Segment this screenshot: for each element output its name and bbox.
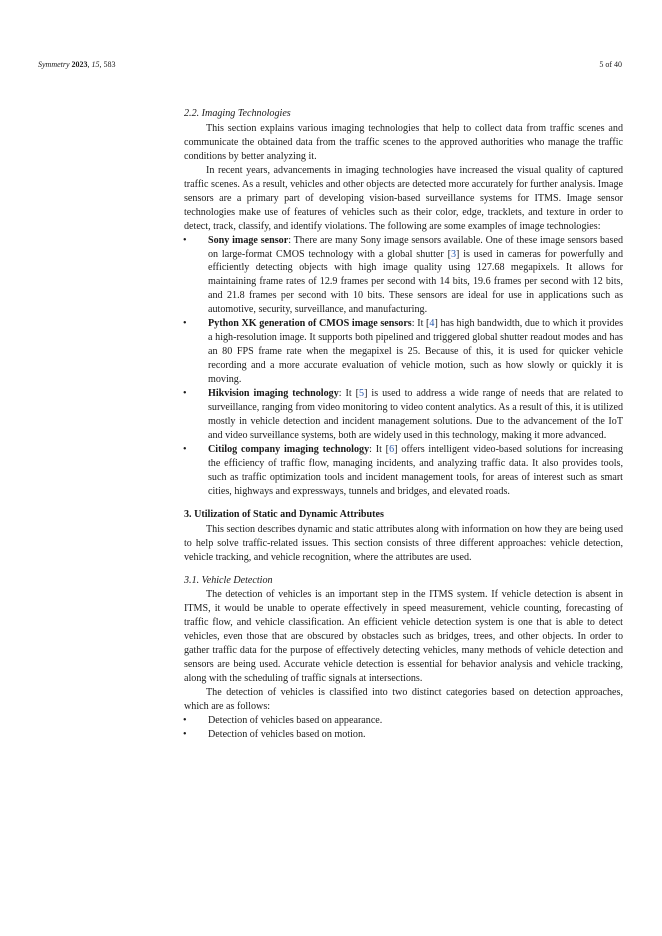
section-3-paragraph-1: This section describes dynamic and static attributes along with information on how they are being used to help solve traffic-related issues. This section consists of three different approaches: vehicle detection, vehicle tracking, and vehicle recognition, where the attributes are used. (184, 523, 623, 563)
main-text (184, 107, 623, 742)
list-item-sony: • Sony image sensor: There are many Sony image sensors available. One of these image sensors based on large-format CMOS technology with a global shutter [3] is used in cameras for powerfully and efficiently detecting objects with high image quality using 127.68 megapixels. It allows for maintaining frame rates of 12.9 frames per second with 14 bits, 19.6 frames per second with 12 bits, and 21.8 frames per second with 10 bits. These sensors are ideal for use in applications such as automotive, security, surveillance, and manufacturing. (183, 234, 623, 316)
bullet-term: Sony image sensor (208, 234, 289, 246)
imaging-technologies-list (184, 234, 623, 499)
detection-categories-list (184, 714, 623, 742)
bullet-term: Citilog company imaging technology (208, 443, 370, 455)
list-item-citilog: • Citilog company imaging technology: It [6] offers intelligent video-based solutions for increasing the efficiency of traffic flow, managing incidents, and analyzing traffic data. It also provides tools, such as traffic optimization tools and incident management tools, for areas of interest such as smart cities, highways and expressways, tunnels and bridges, and elevated roads. (183, 443, 624, 497)
journal-name: Symmetry (38, 60, 70, 69)
citation-link[interactable]: 3 (450, 248, 457, 260)
citation-link[interactable]: 6 (389, 443, 395, 455)
bullet-text: ] is used in cameras for powerfully and efficiently detecting objects with high image quality using 127.68 megapixels. It allows for maintaining frame rates of 12.9 frames per second with 14 bits, 19.6 frames per second with 12 bits, and 21.8 frames per second with 10 bits. These sensors are ideal for use in applications such as automotive, security, surveillance, and manufacturing. (208, 248, 623, 316)
article-number: 583 (103, 60, 116, 69)
bullet-text: ] has high bandwidth, due to which it provides a high-resolution image. It supports both pipelined and triggered global shutter readout modes and has an 80 FPS frame rate when the megapixel is 25. Because of this, it is used for quicker vehicle recording and a more accurate evaluation of vehicle motion, such as how slowly or quickly it is moving. (208, 318, 623, 386)
bullet-text: : It [ (338, 388, 360, 400)
journal-citation: Symmetry 2023, 15, 583 (38, 60, 116, 69)
bullet-term: Hikvision imaging technology (208, 388, 339, 400)
list-item: • Detection of vehicles based on appearance. (183, 715, 383, 727)
journal-year: 2023 (71, 60, 88, 69)
section-3-1-title: 3.1. Vehicle Detection (184, 574, 273, 586)
list-item: • Detection of vehicles based on motion. (183, 728, 366, 740)
page-number: 5 of 40 (599, 60, 622, 69)
section-2-2-paragraph-1: This section explains various imaging technologies that help to collect data from traffic scenes and communicate the obtained data from the traffic scenes to the approved authorities who manage the traffic conditions by better analyzing it. (184, 122, 623, 162)
citation-link[interactable]: 5 (359, 388, 365, 400)
bullet-text: : It [ (411, 318, 430, 330)
list-item-text: Detection of vehicles based on appearance. (208, 715, 383, 727)
bullet-text: : It [ (369, 443, 390, 455)
bullet-text: ] offers intelligent video-based solutions for increasing the efficiency of traffic flow, managing incidents, and analyzing traffic data. It also provides tools, such as traffic optimization tools and incident management tools, for areas of interest such as smart cities, highways and expressways, tunnels and bridges, and elevated roads. (208, 443, 624, 497)
section-3-1-paragraph-1: The detection of vehicles is an important step in the ITMS system. If vehicle detection is absent in ITMS, it would be unable to operate effectively in speed measurement, vehicle counting, forecasting of traffic flow, and vehicle classification. An efficient vehicle detection system is one that is able to detect vehicles, even those that are obscured by obstacles such as bridges, trees, and other objects. In order to gather traffic data for the purpose of effectively detecting vehicles, many methods of vehicle detection and sensors are being used. Accurate vehicle detection is essential for behavior analysis and vehicle tracking, along with the scheduling of traffic signals at intersections. (184, 589, 623, 685)
bullet-text: ] is used to address a wide range of needs that are related to surveillance, ranging from video monitoring to video content analytics. As a result of this, it is utilized mostly in vehicle detection and incident management solutions. Due to the advancement of the IoT and video surveillance systems, both are widely used in this technology, making it more advanced. (208, 388, 623, 441)
list-item-hikvision: • Hikvision imaging technology: It [5] is used to address a wide range of needs that are related to surveillance, ranging from video monitoring to video content analytics. As a result of this, it is utilized mostly in vehicle detection and incident management solutions. Due to the advancement of the IoT and video surveillance systems, both are widely used in this technology, making it more advanced. (183, 388, 623, 441)
citation-link[interactable]: 4 (429, 318, 435, 330)
section-2-2-paragraph-2: In recent years, advancements in imaging technologies have increased the visual quality of captured traffic scenes. As a result, vehicles and other objects are detected more accurately for further analysis. Image sensors are a primary part of developing vision-based surveillance systems for ITMS. Image sensor technologies make use of features of vehicles such as their color, edge, tracklets, and texture in order to detect, track, classify, and identify violations. The following are some examples of image technologies: (184, 164, 623, 232)
bullet-term: Python XK generation of CMOS image sensors (208, 318, 412, 330)
section-3-1-paragraph-2: The detection of vehicles is classified into two distinct categories based on detection approaches, which are as follows: (184, 687, 623, 713)
bullet-text: : There are many Sony image sensors available. One of these image sensors based on large-format CMOS technology with a global shutter [ (208, 234, 623, 260)
list-item-text: Detection of vehicles based on motion. (208, 728, 366, 740)
list-item-python-xk: • Python XK generation of CMOS image sensors: It [4] has high bandwidth, due to which it provides a high-resolution image. It supports both pipelined and triggered global shutter readout modes and has an 80 FPS frame rate when the megapixel is 25. Because of this, it is used for quicker vehicle recording and a more accurate evaluation of vehicle motion, such as how slowly or quickly it is moving. (183, 318, 623, 386)
journal-volume: 15 (91, 60, 100, 69)
section-2-2-title: 2.2. Imaging Technologies (184, 108, 291, 119)
section-3-title: 3. Utilization of Static and Dynamic Attributes (184, 508, 384, 520)
